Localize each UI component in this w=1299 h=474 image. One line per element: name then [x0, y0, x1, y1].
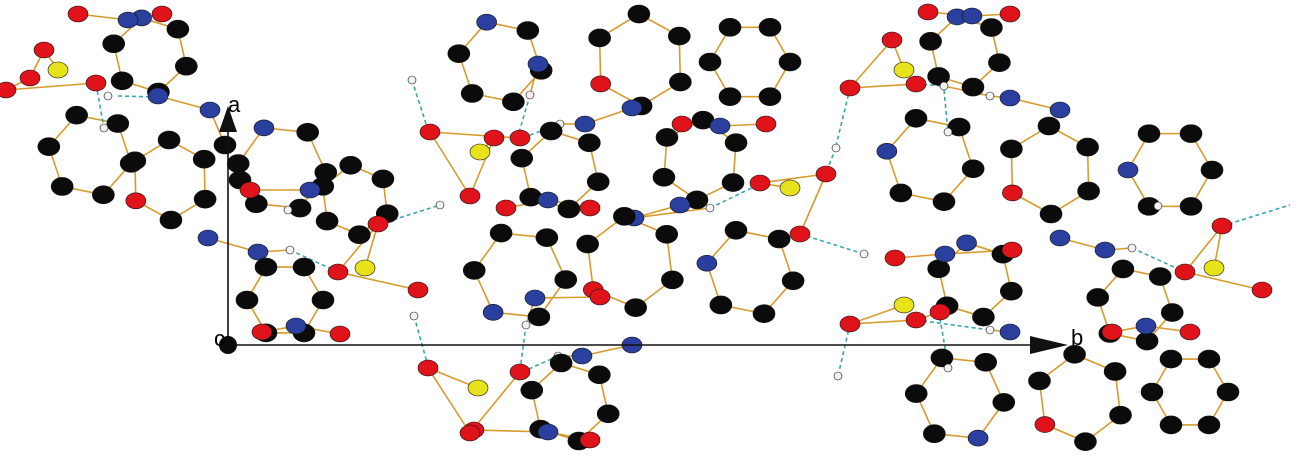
hydrogen-atom: [104, 92, 112, 100]
carbon-atom: [107, 115, 129, 133]
carbon-atom: [1078, 182, 1100, 200]
carbon-atom: [1198, 350, 1220, 368]
oxygen-atom: [1252, 282, 1272, 298]
carbon-atom: [578, 134, 600, 152]
carbon-atom: [316, 212, 338, 230]
carbon-atom: [517, 22, 539, 40]
oxygen-atom: [1002, 242, 1022, 258]
oxygen-atom: [420, 124, 440, 140]
carbon-atom: [1160, 350, 1182, 368]
covalent-bond: [430, 132, 520, 138]
oxygen-atom: [0, 82, 16, 98]
hydrogen-atom: [1128, 244, 1136, 252]
carbon-atom: [236, 291, 258, 309]
nitrogen-atom: [528, 56, 548, 72]
oxygen-atom: [906, 76, 926, 92]
hydrogen-atom: [1154, 202, 1162, 210]
carbon-atom: [905, 385, 927, 403]
oxygen-atom: [1102, 324, 1122, 340]
carbon-atom: [214, 136, 236, 154]
carbon-atom: [782, 272, 804, 290]
carbon-atom: [710, 296, 732, 314]
oxygen-atom: [330, 326, 350, 342]
oxygen-atom: [840, 80, 860, 96]
hydrogen-atom: [436, 201, 444, 209]
hydrogen-bond: [412, 80, 428, 130]
carbon-atom: [1040, 205, 1062, 223]
carbon-atom: [587, 173, 609, 191]
nitrogen-atom: [697, 255, 717, 271]
sulfur-atom: [1204, 260, 1224, 276]
carbon-atom: [528, 308, 550, 326]
nitrogen-atom: [968, 430, 988, 446]
carbon-atom: [1112, 260, 1134, 278]
covalent-bond: [1185, 272, 1262, 290]
carbon-atom: [536, 229, 558, 247]
a-axis-label: a: [228, 92, 241, 117]
covalent-bond: [850, 40, 892, 88]
oxygen-atom: [1000, 6, 1020, 22]
carbon-atom: [613, 207, 635, 225]
carbon-atom: [167, 20, 189, 38]
nitrogen-atom: [477, 14, 497, 30]
nitrogen-atom: [1000, 90, 1020, 106]
carbon-atom: [628, 5, 650, 23]
oxygen-atom: [580, 200, 600, 216]
nitrogen-atom: [1050, 102, 1070, 118]
nitrogen-atom: [957, 235, 977, 251]
carbon-atom: [753, 305, 775, 323]
carbon-atom: [372, 170, 394, 188]
carbon-atom: [1217, 383, 1239, 401]
sulfur-atom: [894, 297, 914, 313]
nitrogen-atom: [525, 290, 545, 306]
hydrogen-bond: [414, 316, 428, 366]
carbon-atom: [589, 29, 611, 47]
nitrogen-atom: [622, 100, 642, 116]
carbon-atom: [175, 57, 197, 75]
nitrogen-atom: [572, 348, 592, 364]
carbon-atom: [463, 261, 485, 279]
carbon-atom: [555, 271, 577, 289]
oxygen-atom: [252, 324, 272, 340]
carbon-atom: [1074, 433, 1096, 451]
hydrogen-atom: [286, 246, 294, 254]
hydrogen-bond: [520, 325, 526, 370]
covalent-bond: [430, 132, 470, 196]
carbon-atom: [194, 190, 216, 208]
carbon-atom: [227, 155, 249, 173]
hydrogen-atom: [940, 82, 948, 90]
oxygen-atom: [418, 360, 438, 376]
oxygen-atom: [240, 182, 260, 198]
carbon-atom: [502, 93, 524, 111]
b-axis-arrowhead: [1030, 336, 1068, 354]
nitrogen-atom: [1118, 162, 1138, 178]
carbon-atom: [51, 177, 73, 195]
carbon-atom: [66, 106, 88, 124]
sulfur-atom: [470, 144, 490, 160]
oxygen-atom: [408, 282, 428, 298]
hydrogen-atom: [834, 372, 842, 380]
oxygen-atom: [152, 6, 172, 22]
carbon-atom: [38, 138, 60, 156]
carbon-atom: [923, 425, 945, 443]
carbon-atom: [293, 258, 315, 276]
oxygen-atom: [750, 175, 770, 191]
oxygen-atom: [484, 130, 504, 146]
carbon-atom: [890, 184, 912, 202]
oxygen-atom: [840, 316, 860, 332]
nitrogen-atom: [1000, 324, 1020, 340]
carbon-atom: [348, 226, 370, 244]
oxygen-atom: [460, 425, 480, 441]
carbon-atom: [1201, 161, 1223, 179]
nitrogen-atom: [148, 88, 168, 104]
carbon-atom: [1180, 197, 1202, 215]
carbon-atom: [160, 211, 182, 229]
carbon-atom: [962, 160, 984, 178]
hydrogen-bond: [944, 90, 948, 132]
oxygen-atom: [1175, 264, 1195, 280]
hydrogen-atom: [986, 326, 994, 334]
carbon-atom: [597, 405, 619, 423]
carbon-atom: [340, 156, 362, 174]
hydrogen-bond: [1222, 205, 1290, 226]
oxygen-atom: [20, 70, 40, 86]
nitrogen-atom: [1050, 230, 1070, 246]
carbon-atom: [1087, 288, 1109, 306]
carbon-atom: [588, 366, 610, 384]
carbon-atom: [1180, 125, 1202, 143]
carbon-atom: [656, 128, 678, 146]
hydrogen-atom: [860, 250, 868, 258]
oxygen-atom: [816, 166, 836, 182]
carbon-atom: [905, 109, 927, 127]
carbon-atom: [1000, 140, 1022, 158]
carbon-atom: [719, 18, 741, 36]
carbon-atom: [1000, 282, 1022, 300]
hydrogen-bond: [836, 88, 850, 146]
carbon-atom: [289, 199, 311, 217]
carbon-atom: [550, 354, 572, 372]
oxygen-atom: [510, 364, 530, 380]
carbon-atom: [988, 54, 1010, 72]
carbon-atom: [653, 168, 675, 186]
carbon-atom: [920, 32, 942, 50]
oxygen-atom: [86, 75, 106, 91]
nitrogen-atom: [1095, 242, 1115, 258]
carbon-atom: [669, 73, 691, 91]
hydrogen-atom: [986, 92, 994, 100]
oxygen-atom: [1212, 218, 1232, 234]
sulfur-atom: [355, 260, 375, 276]
carbon-atom: [540, 122, 562, 140]
covalent-bond: [800, 174, 826, 234]
carbon-atom: [92, 186, 114, 204]
carbon-atom: [255, 258, 277, 276]
oxygen-atom: [885, 250, 905, 266]
covalent-bond: [338, 272, 418, 290]
hydrogen-atom: [284, 206, 292, 214]
covalent-bond: [428, 368, 470, 433]
oxygen-atom: [1002, 185, 1022, 201]
nitrogen-atom: [538, 192, 558, 208]
carbon-atom: [719, 88, 741, 106]
hydrogen-atom: [410, 312, 418, 320]
carbon-atom: [928, 260, 950, 278]
carbon-atom: [521, 381, 543, 399]
hydrogen-atom: [408, 76, 416, 84]
b-axis-label: b: [1071, 325, 1084, 350]
hydrogen-atom: [522, 321, 530, 329]
nitrogen-atom: [935, 246, 955, 262]
nitrogen-atom: [538, 424, 558, 440]
oxygen-atom: [591, 76, 611, 92]
carbon-atom: [722, 174, 744, 192]
hydrogen-atom: [944, 128, 952, 136]
nitrogen-atom: [575, 116, 595, 132]
hydrogen-atom: [526, 91, 534, 99]
nitrogen-atom: [670, 197, 690, 213]
carbon-atom: [1160, 416, 1182, 434]
nitrogen-atom: [254, 120, 274, 136]
nitrogen-atom: [198, 230, 218, 246]
sulfur-atom: [780, 180, 800, 196]
carbon-atom: [1136, 332, 1158, 350]
sulfur-atom: [894, 62, 914, 78]
carbon-atom: [312, 291, 334, 309]
hydrogen-atom: [100, 124, 108, 132]
carbon-atom: [975, 353, 997, 371]
carbon-atom: [759, 88, 781, 106]
covalent-bonds: [6, 12, 1262, 442]
sulfur-atom: [468, 380, 488, 396]
oxygen-atom: [328, 264, 348, 280]
carbon-atom: [461, 84, 483, 102]
carbon-atom: [558, 200, 580, 218]
carbon-atom: [668, 27, 690, 45]
carbon-atom: [980, 19, 1002, 37]
carbon-atom: [1141, 383, 1163, 401]
hydrogen-atom: [944, 364, 952, 372]
carbon-atom: [490, 224, 512, 242]
atoms: [0, 4, 1272, 451]
oxygen-atom: [34, 42, 54, 58]
c-axis-label: c: [214, 326, 225, 351]
nitrogen-atom: [1136, 318, 1156, 334]
nitrogen-atom: [248, 244, 268, 260]
oxygen-atom: [930, 304, 950, 320]
carbon-atom: [1138, 125, 1160, 143]
oxygen-atom: [1035, 417, 1055, 433]
carbon-atom: [725, 134, 747, 152]
oxygen-atom: [126, 193, 146, 209]
oxygen-atom: [460, 188, 480, 204]
carbon-atom: [158, 131, 180, 149]
carbon-atom: [448, 45, 470, 63]
oxygen-atom: [790, 226, 810, 242]
carbon-atom: [779, 53, 801, 71]
carbon-atom: [111, 72, 133, 90]
carbon-atom: [1198, 416, 1220, 434]
oxygen-atom: [580, 432, 600, 448]
carbon-atom: [661, 271, 683, 289]
nitrogen-atom: [300, 182, 320, 198]
carbon-atom: [725, 221, 747, 239]
carbon-atom: [1104, 362, 1126, 380]
oxygen-atom: [68, 6, 88, 22]
carbon-atom: [759, 18, 781, 36]
nitrogen-atom: [877, 143, 897, 159]
carbon-atom: [625, 299, 647, 317]
carbon-atom: [1077, 138, 1099, 156]
carbon-atom: [297, 123, 319, 141]
oxygen-atom: [918, 4, 938, 20]
oxygen-atom: [882, 32, 902, 48]
carbon-atom: [972, 308, 994, 326]
carbon-atom: [1110, 406, 1132, 424]
oxygen-atom: [1180, 324, 1200, 340]
hydrogen-atom: [832, 144, 840, 152]
carbon-atom: [103, 35, 125, 53]
nitrogen-atom: [962, 8, 982, 24]
oxygen-atom: [906, 312, 926, 328]
carbon-atom: [193, 150, 215, 168]
oxygen-atom: [496, 200, 516, 216]
sulfur-atom: [48, 62, 68, 78]
carbon-atom: [1028, 372, 1050, 390]
nitrogen-atom: [710, 118, 730, 134]
oxygen-atom: [368, 216, 388, 232]
oxygen-atom: [510, 130, 530, 146]
nitrogen-atom: [200, 102, 220, 118]
carbon-atom: [768, 230, 790, 248]
carbon-atom: [933, 193, 955, 211]
oxygen-atom: [590, 289, 610, 305]
carbon-atom: [1149, 268, 1171, 286]
oxygen-atom: [672, 116, 692, 132]
nitrogen-atom: [286, 318, 306, 334]
hydrogen-atom: [706, 204, 714, 212]
carbon-atom: [962, 78, 984, 96]
carbon-atom: [577, 235, 599, 253]
oxygen-atom: [756, 116, 776, 132]
nitrogen-atom: [483, 304, 503, 320]
carbon-atom: [656, 225, 678, 243]
carbon-atom: [124, 152, 146, 170]
carbon-atom: [1038, 117, 1060, 135]
carbon-atom: [993, 393, 1015, 411]
carbon-atom: [699, 53, 721, 71]
carbon-atom: [511, 149, 533, 167]
nitrogen-atom: [118, 12, 138, 28]
carbon-atom: [1161, 304, 1183, 322]
